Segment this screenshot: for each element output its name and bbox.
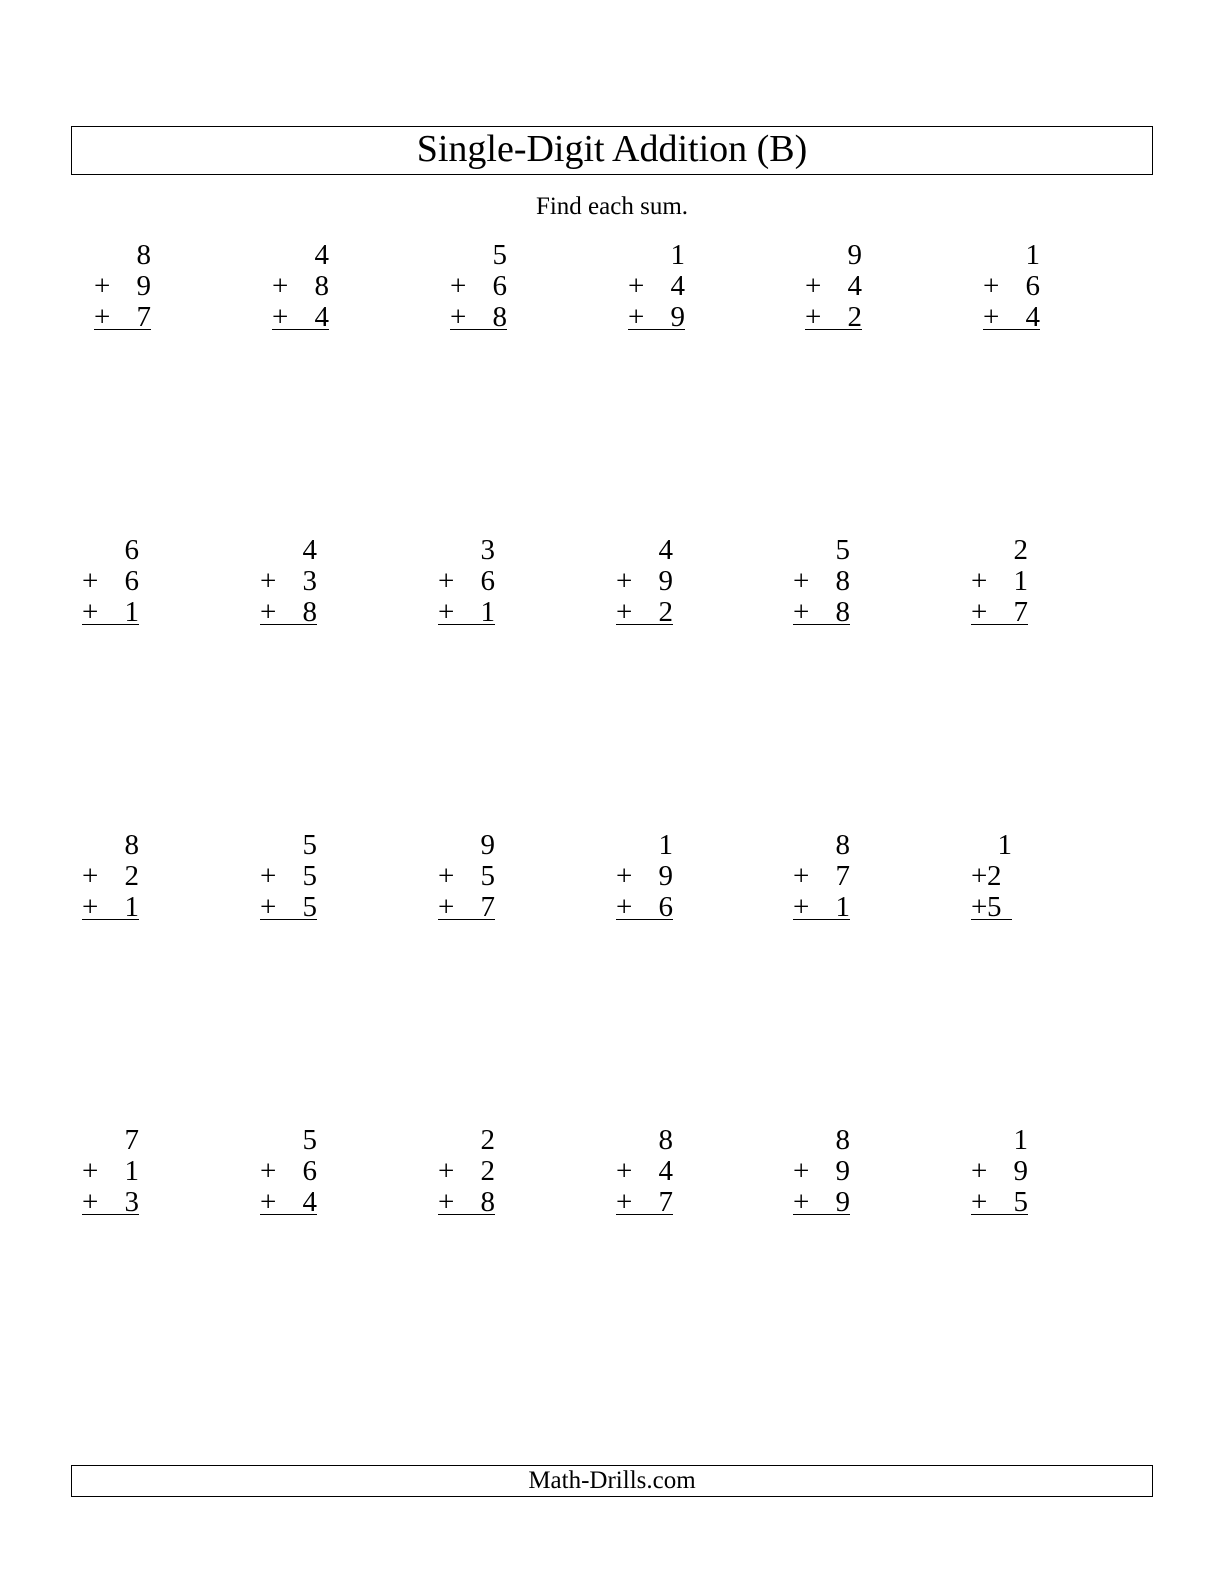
addend: 1 (835, 891, 850, 923)
problem (260, 1125, 317, 1217)
plus-sign: + (793, 596, 810, 628)
addend: 2 (1013, 534, 1028, 566)
first-addend (971, 1125, 1028, 1156)
addend-line (82, 566, 139, 597)
plus-sign: + (260, 891, 277, 923)
problem (616, 830, 673, 922)
addend: 1 (1025, 239, 1040, 271)
addend: 6 (124, 565, 139, 597)
addend: 5 (302, 829, 317, 861)
plus-sign: + (793, 1186, 810, 1218)
plus-sign: + (450, 301, 467, 333)
addend-line (616, 1156, 673, 1187)
addend: 9 (658, 860, 673, 892)
plus-sign: + (94, 301, 111, 333)
addend-line (438, 566, 495, 597)
plus-sign: + (260, 596, 277, 628)
problem (983, 240, 1040, 332)
addend: 6 (124, 534, 139, 566)
addend: 7 (835, 860, 850, 892)
first-addend (971, 830, 1012, 861)
addend: 9 (835, 1155, 850, 1187)
plus-sign: + (438, 1155, 455, 1187)
addend: 6 (658, 891, 673, 923)
plus-sign: + (983, 301, 1000, 333)
addend: 4 (302, 534, 317, 566)
problem (94, 240, 151, 332)
addend: 5 (302, 860, 317, 892)
addend: 6 (480, 565, 495, 597)
problem (272, 240, 329, 332)
addend: 3 (124, 1186, 139, 1218)
problem (260, 535, 317, 627)
answer-line (260, 624, 317, 625)
addend: 9 (658, 565, 673, 597)
worksheet-title: Single-Digit Addition (B) (71, 126, 1153, 175)
plus-sign: + (616, 1155, 633, 1187)
first-addend (805, 240, 862, 271)
addend: 9 (480, 829, 495, 861)
answer-line (260, 1214, 317, 1215)
answer-line (616, 624, 673, 625)
addend: 5 (1013, 1186, 1028, 1218)
plus-sign: + (616, 565, 633, 597)
addend-line (616, 861, 673, 892)
problem (805, 240, 862, 332)
addend: 9 (1013, 1155, 1028, 1187)
addend: 4 (658, 1155, 673, 1187)
problem (616, 1125, 673, 1217)
problem (793, 830, 850, 922)
plus-sign: + (438, 860, 455, 892)
plus-sign: + (260, 1155, 277, 1187)
answer-line (793, 919, 850, 920)
plus-sign: + (628, 301, 645, 333)
answer-line (82, 919, 139, 920)
addend: 8 (480, 1186, 495, 1218)
addend: 8 (835, 596, 850, 628)
addend-line (793, 861, 850, 892)
first-addend (260, 1125, 317, 1156)
addend-line (272, 271, 329, 302)
plus-sign: + (260, 565, 277, 597)
plus-sign: + (82, 565, 99, 597)
first-addend (793, 1125, 850, 1156)
answer-line (260, 919, 317, 920)
addend: 2 (847, 301, 862, 333)
first-addend (628, 240, 685, 271)
addend-line (438, 1156, 495, 1187)
addend: 4 (1025, 301, 1040, 333)
answer-line (983, 329, 1040, 330)
answer-line (82, 624, 139, 625)
addend: 8 (492, 301, 507, 333)
first-addend (438, 535, 495, 566)
addend: 6 (302, 1155, 317, 1187)
first-addend (983, 240, 1040, 271)
addend: 8 (835, 1124, 850, 1156)
plus-sign: + (971, 1186, 988, 1218)
addend: 1 (1013, 565, 1028, 597)
answer-line (94, 329, 151, 330)
plus-sign: + (438, 891, 455, 923)
problem (971, 1125, 1028, 1217)
addend: 1 (124, 891, 139, 923)
plus-sign: + (94, 270, 111, 302)
addend: 9 (847, 239, 862, 271)
addend-line (805, 271, 862, 302)
addend: 8 (314, 270, 329, 302)
plus-sign: + (971, 565, 988, 597)
answer-line (805, 329, 862, 330)
problem (793, 535, 850, 627)
addend: 1 (1013, 1124, 1028, 1156)
plus-sign: + (438, 1186, 455, 1218)
first-addend (971, 535, 1028, 566)
plus-sign: + (438, 596, 455, 628)
plus-sign: + (82, 1155, 99, 1187)
addend-line (971, 861, 1012, 892)
addend: 4 (847, 270, 862, 302)
first-addend (438, 1125, 495, 1156)
addend-line (94, 271, 151, 302)
answer-line (793, 624, 850, 625)
first-addend (793, 535, 850, 566)
plus-sign: + (616, 1186, 633, 1218)
addend-line (82, 1156, 139, 1187)
plus-sign: + (82, 1186, 99, 1218)
instructions: Find each sum. (535, 193, 689, 220)
addend: 3 (480, 534, 495, 566)
answer-line (438, 624, 495, 625)
plus-sign: + (971, 1155, 988, 1187)
answer-line (438, 1214, 495, 1215)
addend: 8 (124, 829, 139, 861)
addend: 2 (658, 596, 673, 628)
plus-sign: + (793, 891, 810, 923)
plus-sign: + (971, 596, 988, 628)
answer-line (272, 329, 329, 330)
addend: 8 (658, 1124, 673, 1156)
problem (616, 535, 673, 627)
plus-sign: + (971, 860, 988, 892)
first-addend (616, 830, 673, 861)
addend: 8 (835, 565, 850, 597)
problem (82, 535, 139, 627)
plus-sign: + (628, 270, 645, 302)
first-addend (450, 240, 507, 271)
addend: 5 (480, 860, 495, 892)
answer-line (628, 329, 685, 330)
addend: 1 (670, 239, 685, 271)
addend: 1 (480, 596, 495, 628)
first-addend (260, 830, 317, 861)
addend: 4 (670, 270, 685, 302)
addend: 7 (480, 891, 495, 923)
answer-line (616, 919, 673, 920)
plus-sign: + (971, 891, 988, 923)
addend-line (616, 566, 673, 597)
addend: 7 (1013, 596, 1028, 628)
first-addend (616, 535, 673, 566)
problem (793, 1125, 850, 1217)
addend: 4 (314, 239, 329, 271)
addend: 1 (124, 1155, 139, 1187)
problem (971, 830, 1012, 922)
plus-sign: + (82, 860, 99, 892)
answer-line (793, 1214, 850, 1215)
addend: 2 (124, 860, 139, 892)
addend: 1 (124, 596, 139, 628)
addend: 5 (302, 891, 317, 923)
addend: 1 (997, 829, 1012, 861)
problem (971, 535, 1028, 627)
problem (260, 830, 317, 922)
plus-sign: + (438, 565, 455, 597)
plus-sign: + (450, 270, 467, 302)
addend-line (793, 566, 850, 597)
addend: 4 (302, 1186, 317, 1218)
problem (450, 240, 507, 332)
problem (438, 830, 495, 922)
plus-sign: + (616, 596, 633, 628)
addend: 9 (136, 270, 151, 302)
answer-line (971, 624, 1028, 625)
first-addend (82, 1125, 139, 1156)
first-addend (94, 240, 151, 271)
plus-sign: + (260, 860, 277, 892)
plus-sign: + (793, 860, 810, 892)
addend-line (260, 1156, 317, 1187)
plus-sign: + (82, 891, 99, 923)
first-addend (272, 240, 329, 271)
first-addend (616, 1125, 673, 1156)
problem (628, 240, 685, 332)
addend: 7 (124, 1124, 139, 1156)
addend: 7 (658, 1186, 673, 1218)
footer: Math-Drills.com (71, 1465, 1153, 1497)
addend: 1 (658, 829, 673, 861)
addend: 6 (492, 270, 507, 302)
first-addend (82, 535, 139, 566)
addend: 2 (987, 860, 1002, 892)
first-addend (82, 830, 139, 861)
addend: 4 (314, 301, 329, 333)
problem (82, 1125, 139, 1217)
addend: 8 (835, 829, 850, 861)
plus-sign: + (983, 270, 1000, 302)
addend-line (450, 271, 507, 302)
addend-line (971, 566, 1028, 597)
addend: 7 (136, 301, 151, 333)
answer-line (450, 329, 507, 330)
plus-sign: + (272, 270, 289, 302)
plus-sign: + (793, 565, 810, 597)
addend-line (260, 861, 317, 892)
answer-line (971, 919, 1012, 920)
problem (438, 1125, 495, 1217)
plus-sign: + (616, 860, 633, 892)
plus-sign: + (272, 301, 289, 333)
problem (82, 830, 139, 922)
addend: 5 (835, 534, 850, 566)
addend-line (971, 1156, 1028, 1187)
answer-line (616, 1214, 673, 1215)
addend: 6 (1025, 270, 1040, 302)
plus-sign: + (805, 301, 822, 333)
answer-line (438, 919, 495, 920)
addend-line (628, 271, 685, 302)
addend: 5 (987, 891, 1002, 923)
problem (438, 535, 495, 627)
addend: 4 (658, 534, 673, 566)
addend-line (983, 271, 1040, 302)
plus-sign: + (616, 891, 633, 923)
addend-line (438, 861, 495, 892)
addend: 8 (302, 596, 317, 628)
answer-line (82, 1214, 139, 1215)
plus-sign: + (82, 596, 99, 628)
plus-sign: + (793, 1155, 810, 1187)
answer-line (971, 1214, 1028, 1215)
addend: 9 (670, 301, 685, 333)
addend: 8 (136, 239, 151, 271)
first-addend (438, 830, 495, 861)
addend: 2 (480, 1155, 495, 1187)
addend: 3 (302, 565, 317, 597)
addend-line (260, 566, 317, 597)
addend-line (793, 1156, 850, 1187)
addend: 9 (835, 1186, 850, 1218)
plus-sign: + (260, 1186, 277, 1218)
plus-sign: + (805, 270, 822, 302)
first-addend (793, 830, 850, 861)
first-addend (260, 535, 317, 566)
addend: 2 (480, 1124, 495, 1156)
addend-line (82, 861, 139, 892)
addend: 5 (302, 1124, 317, 1156)
addend: 5 (492, 239, 507, 271)
